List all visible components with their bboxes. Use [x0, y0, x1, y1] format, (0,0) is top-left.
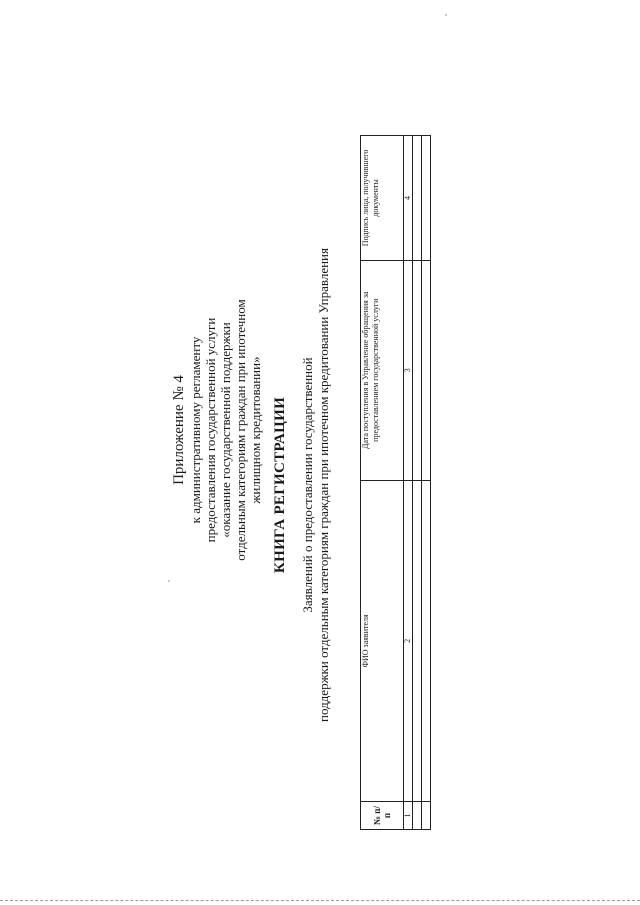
scan-speck [168, 580, 170, 582]
registration-table [360, 135, 431, 830]
document-subtitle [300, 105, 332, 865]
table-row [422, 136, 431, 830]
empty-cell [413, 136, 422, 261]
document-title: КНИГА РЕГИСТРАЦИИ [272, 396, 288, 574]
empty-cell [413, 480, 422, 801]
header-receipt-date: Дата поступления в Управление обращения за предоставлением государственной услуги [361, 260, 404, 480]
column-number-cell: 3 [404, 260, 413, 480]
appendix-line: отдельным категориям граждан при ипотечном [233, 299, 248, 561]
empty-cell [422, 802, 431, 830]
column-number-cell: 4 [404, 136, 413, 261]
appendix-line: к административному регламенту [188, 336, 203, 524]
column-number-cell: 1 [404, 802, 413, 830]
table-row [404, 136, 413, 830]
table-header-row [361, 136, 404, 830]
appendix-line: Приложение № 4 [171, 375, 187, 485]
table-row [413, 136, 422, 830]
subtitle-line: поддержки отдельным категориям граждан при ипотечном кредитовании Управления [316, 248, 331, 723]
empty-cell [422, 260, 431, 480]
appendix-heading [170, 195, 263, 665]
scan-edge-line [0, 900, 640, 901]
header-applicant-name: ФИО заявителя [361, 480, 404, 801]
empty-cell [413, 802, 422, 830]
empty-cell [413, 260, 422, 480]
empty-cell [422, 136, 431, 261]
appendix-line: предоставления государственной услуги [203, 317, 218, 543]
appendix-line: жилищном кредитовании» [248, 356, 263, 504]
subtitle-line: Заявлений о предоставлении государственной [300, 357, 315, 613]
empty-cell [422, 480, 431, 801]
registration-book-page [170, 105, 470, 865]
column-number-cell: 2 [404, 480, 413, 801]
header-number: № п/п [361, 802, 404, 830]
header-signature: Подпись лица, получившего документы [361, 136, 404, 261]
scan-speck [445, 14, 447, 16]
appendix-line: «оказание государственной поддержки [218, 322, 233, 538]
